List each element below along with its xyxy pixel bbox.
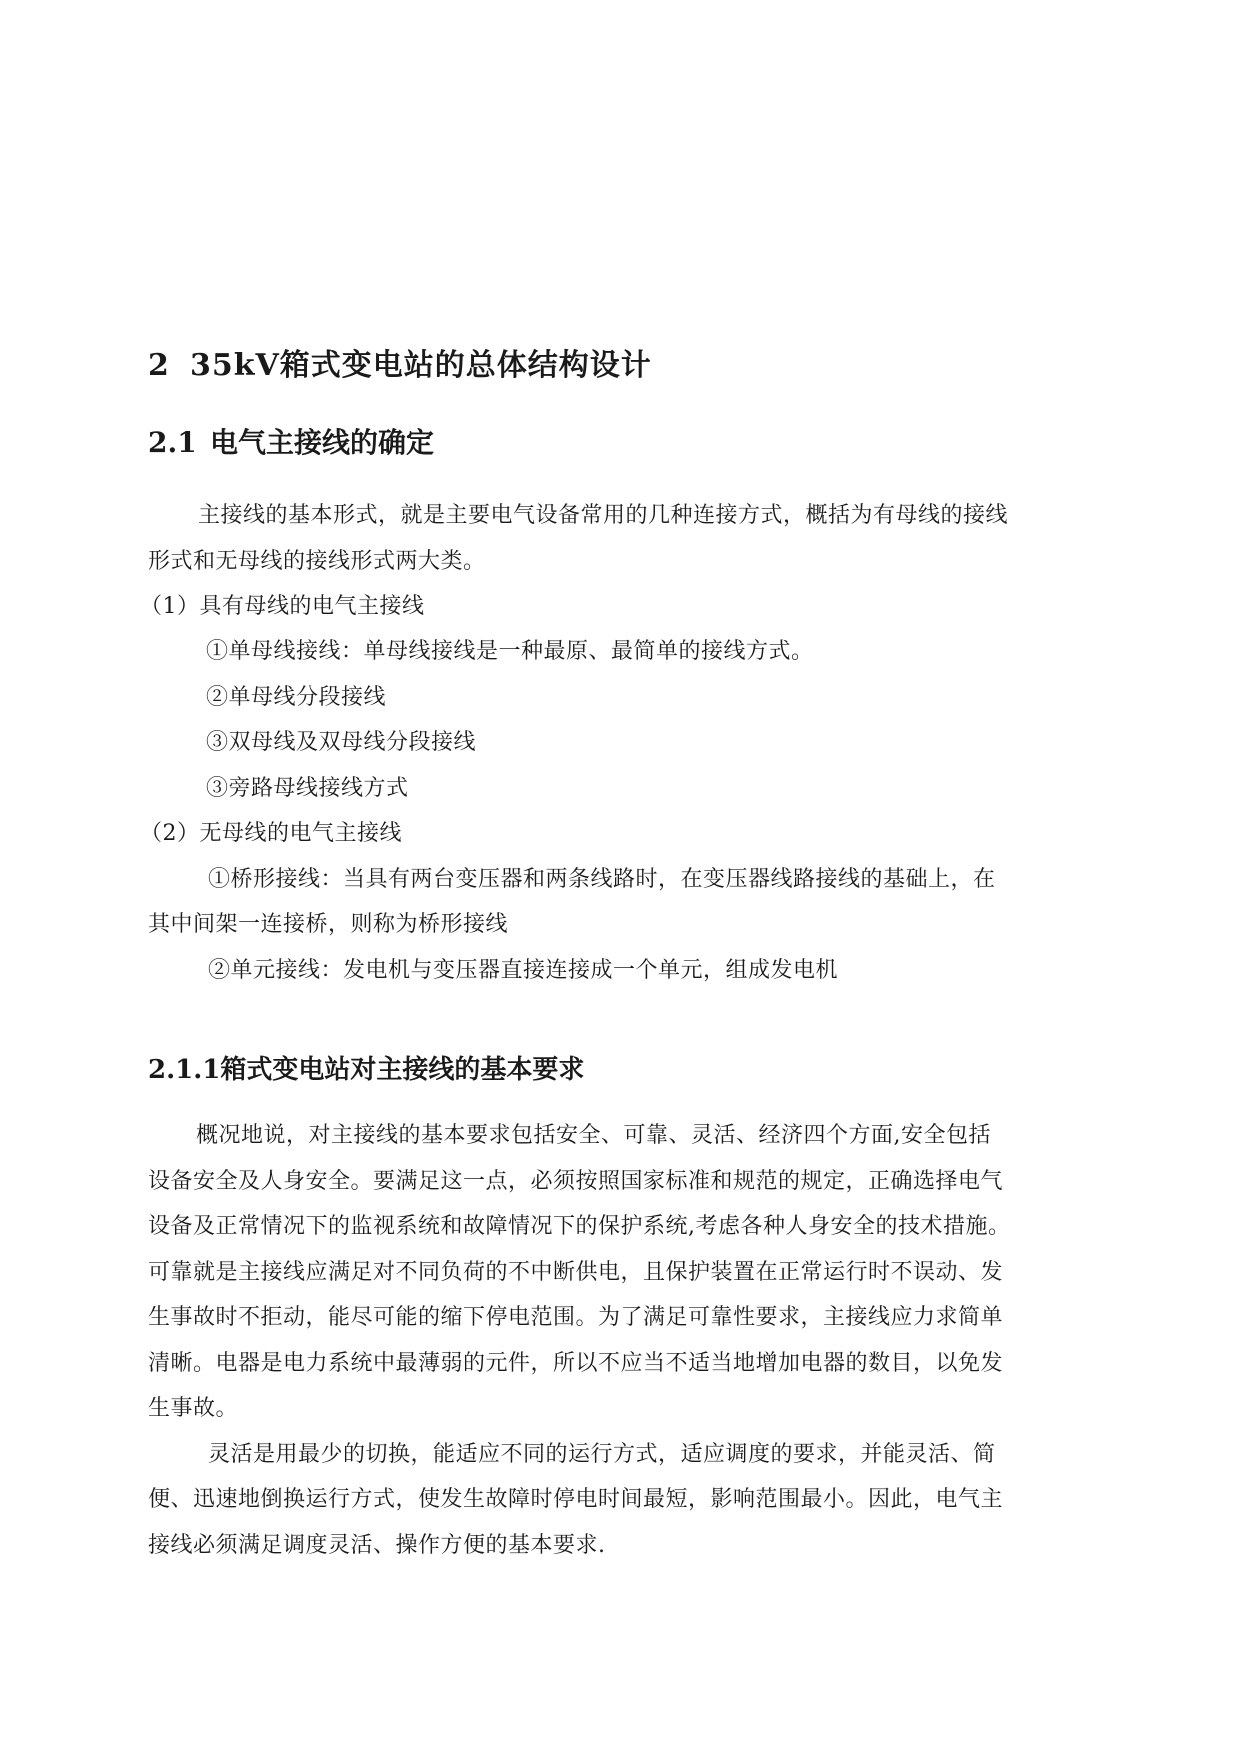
group1-item-4: ③旁路母线接线方式 xyxy=(206,776,409,801)
group2-heading: （2）无母线的电气主接线 xyxy=(140,821,402,846)
intro-line-2: 形式和无母线的接线形式两大类。 xyxy=(148,549,486,574)
intro-line-1: 主接线的基本形式，就是主要电气设备常用的几种连接方式，概括为有母线的接线 xyxy=(198,503,1009,528)
group1-heading: （1）具有母线的电气主接线 xyxy=(140,594,425,619)
section-heading-2-1 xyxy=(148,421,434,461)
para1-line-5: 生事故时不拒动，能尽可能的缩下停电范围。为了满足可靠性要求，主接线应力求简单 xyxy=(148,1305,1004,1330)
para2-line-3: 接线必须满足调度灵活、操作方便的基本要求. xyxy=(148,1533,606,1558)
group2-item-2: ②单元接线：发电机与变压器直接连接成一个单元，组成发电机 xyxy=(208,958,839,983)
chapter-heading xyxy=(148,340,652,384)
para2-line-1: 灵活是用最少的切换，能适应不同的运行方式，适应调度的要求，并能灵活、简 xyxy=(208,1442,996,1467)
para2-line-2: 便、迅速地倒换运行方式，使发生故障时停电时间最短，影响范围最小。因此，电气主 xyxy=(148,1487,1004,1512)
para1-line-4: 可靠就是主接线应满足对不同负荷的不中断供电，且保护装置在正常运行时不误动、发 xyxy=(148,1260,1004,1285)
para1-line-3: 设备及正常情况下的监视系统和故障情况下的保护系统,考虑各种人身安全的技术措施。 xyxy=(148,1214,1011,1239)
para1-line-7: 生事故。 xyxy=(148,1396,239,1421)
para1-line-2: 设备安全及人身安全。要满足这一点，必须按照国家标准和规范的规定，正确选择电气 xyxy=(148,1169,1004,1194)
section-heading-2-1-1: 2.1.1箱式变电站对主接线的基本要求 xyxy=(148,1055,585,1085)
group2-item-1-line-2: 其中间架一连接桥，则称为桥形接线 xyxy=(148,912,509,937)
group2-item-1-line-1: ①桥形接线：当具有两台变压器和两条线路时，在变压器线路接线的基础上，在 xyxy=(208,867,996,892)
group1-item-2: ②单母线分段接线 xyxy=(206,685,387,710)
group1-item-3: ③双母线及双母线分段接线 xyxy=(206,730,477,755)
para1-line-1: 概况地说，对主接线的基本要求包括安全、可靠、灵活、经济四个方面,安全包括 xyxy=(196,1123,991,1148)
chapter-title: 35kV箱式变电站的总体结构设计 xyxy=(190,348,652,383)
section-title: 电气主接线的确定 xyxy=(210,426,435,459)
group1-item-1: ①单母线接线：单母线接线是一种最原、最简单的接线方式。 xyxy=(206,639,814,664)
section-number: 2.1 xyxy=(148,426,197,459)
chapter-number: 2 xyxy=(148,348,170,383)
para1-line-6: 清晰。电器是电力系统中最薄弱的元件，所以不应当不适当地增加电器的数目，以免发 xyxy=(148,1351,1004,1376)
